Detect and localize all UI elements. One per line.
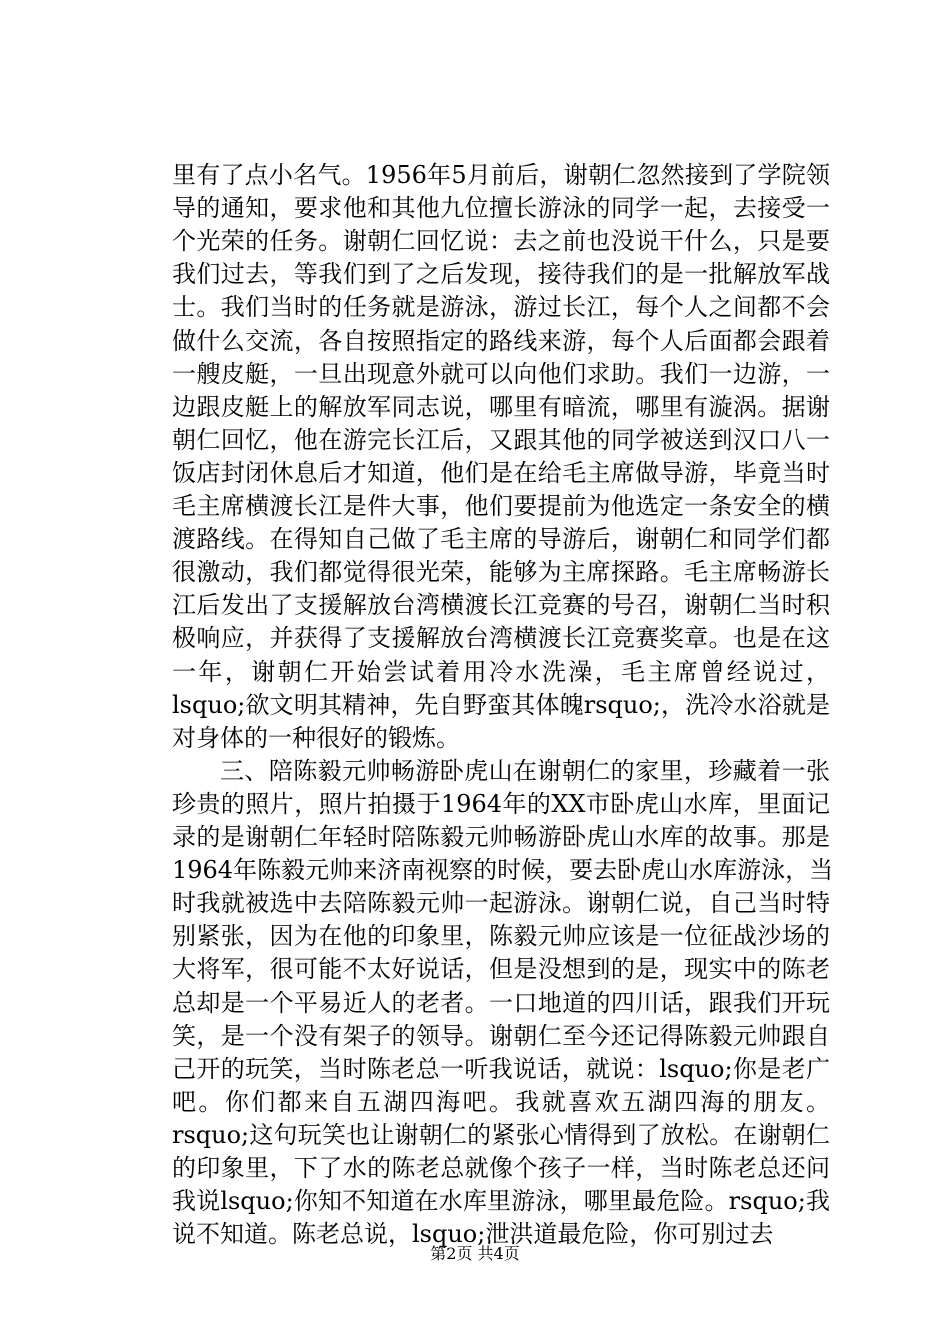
text-line: 朝仁回忆，他在游完长江后，又跟其他的同学被送到汉口八一 xyxy=(172,425,830,454)
text-line: 我说lsquo;你知不知道在水库里游泳，哪里最危险。rsquo;我 xyxy=(172,1187,830,1216)
text-line: 对身体的一种很好的锻炼。 xyxy=(172,723,460,752)
text-line: 笑，是一个没有架子的领导。谢朝仁至今还记得陈毅元帅跟自 xyxy=(172,1021,830,1050)
text-line: 己开的玩笑，当时陈老总一听我说话，就说：lsquo;你是老广 xyxy=(172,1054,830,1083)
text-line: 别紧张，因为在他的印象里，陈毅元帅应该是一位征战沙场的 xyxy=(172,922,830,951)
text-line: 很激动，我们都觉得很光荣，能够为主席探路。毛主席畅游长 xyxy=(172,558,830,587)
text-line: 总却是一个平易近人的老者。一口地道的四川话，跟我们开玩 xyxy=(172,988,830,1017)
text-line: 一年，谢朝仁开始尝试着用冷水洗澡，毛主席曾经说过， xyxy=(172,657,830,686)
text-line: rsquo;这句玩笑也让谢朝仁的紧张心情得到了放松。在谢朝仁 xyxy=(172,1120,830,1149)
text-line: 渡路线。在得知自己做了毛主席的导游后，谢朝仁和同学们都 xyxy=(172,525,830,554)
text-line: 毛主席横渡长江是件大事，他们要提前为他选定一条安全的横 xyxy=(172,492,830,520)
text-line: 1964年陈毅元帅来济南视察的时候，要去卧虎山水库游泳，当 xyxy=(172,856,834,885)
text-line: 导的通知，要求他和其他九位擅长游泳的同学一起，去接受一 xyxy=(172,194,830,223)
text-line: 我们过去，等我们到了之后发现，接待我们的是一批解放军战 xyxy=(172,260,830,289)
text-line: 的印象里，下了水的陈老总就像个孩子一样，当时陈老总还问 xyxy=(172,1154,830,1182)
text-line: 吧。你们都来自五湖四海吧。我就喜欢五湖四海的朋友。 xyxy=(172,1087,830,1116)
text-line: 珍贵的照片，照片拍摄于1964年的XX市卧虎山水库，里面记 xyxy=(172,789,830,818)
text-line: 一艘皮艇，一旦出现意外就可以向他们求助。我们一边游，一 xyxy=(172,359,830,388)
text-line: 个光荣的任务。谢朝仁回忆说：去之前也没说干什么，只是要 xyxy=(172,227,830,256)
text-line: 录的是谢朝仁年轻时陪陈毅元帅畅游卧虎山水库的故事。那是 xyxy=(172,823,830,851)
text-line: lsquo;欲文明其精神，先自野蛮其体魄rsquo;，洗冷水浴就是 xyxy=(172,690,830,719)
text-line: 边跟皮艇上的解放军同志说，哪里有暗流，哪里有漩涡。据谢 xyxy=(172,392,830,421)
page-footer: 第2页 共4页 xyxy=(430,1244,520,1263)
text-line: 做什么交流，各自按照指定的路线来游，每个人后面都会跟着 xyxy=(172,326,830,355)
text-line: 大将军，很可能不太好说话，但是没想到的是，现实中的陈老 xyxy=(172,955,830,984)
text-line: 三、陪陈毅元帅畅游卧虎山在谢朝仁的家里，珍藏着一张 xyxy=(220,756,830,785)
text-line: 江后发出了支援解放台湾横渡长江竞赛的号召，谢朝仁当时积 xyxy=(172,591,830,620)
text-line: 里有了点小名气。1956年5月前后，谢朝仁忽然接到了学院领 xyxy=(172,161,830,189)
text-line: 说不知道。陈老总说，lsquo;泄洪道最危险，你可别过去 xyxy=(172,1220,774,1249)
text-line: 极响应，并获得了支援解放台湾横渡长江竞赛奖章。也是在这 xyxy=(172,624,830,653)
text-line: 士。我们当时的任务就是游泳，游过长江，每个人之间都不会 xyxy=(172,293,830,322)
text-line: 时我就被选中去陪陈毅元帅一起游泳。谢朝仁说，自己当时特 xyxy=(172,889,830,918)
text-line: 饭店封闭休息后才知道，他们是在给毛主席做导游，毕竟当时 xyxy=(172,458,830,487)
